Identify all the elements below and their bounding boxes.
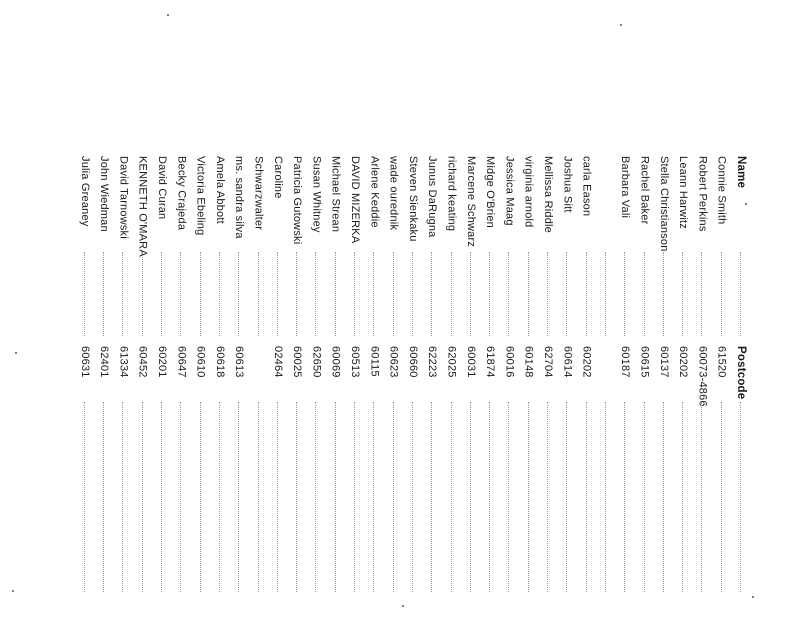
dotted-leader: [528, 252, 529, 336]
dotted-leader: [547, 402, 548, 592]
dotted-leader: [412, 252, 413, 336]
name-cell: David Curan: [156, 156, 168, 220]
dotted-leader: [663, 402, 664, 592]
name-cell: Joshua Sitt: [561, 156, 574, 213]
dotted-leader: [84, 252, 85, 336]
table-row: [116, 156, 130, 596]
dotted-leader: [644, 402, 645, 592]
postcode-cell: 60615: [638, 346, 651, 378]
dotted-leader: [238, 252, 239, 336]
table-row: [387, 156, 401, 596]
postcode-cell: 60202: [580, 346, 593, 378]
name-cell: Mellissa Riddle: [542, 156, 554, 233]
dotted-leader: [200, 402, 201, 592]
dotted-leader: [315, 402, 316, 592]
scan-speck: [167, 14, 169, 16]
dotted-leader: [354, 402, 355, 592]
dotted-leader: [258, 252, 259, 336]
dotted-leader: [624, 252, 625, 336]
dotted-leader: [624, 402, 625, 592]
scan-speck: [12, 590, 14, 592]
table-row: [560, 156, 574, 596]
table-row: [580, 156, 594, 596]
dotted-leader: [84, 402, 85, 592]
dotted-leader: [740, 402, 741, 592]
dotted-leader: [721, 252, 722, 336]
dotted-leader: [238, 402, 239, 592]
name-cell: Susan Whitney: [310, 156, 323, 233]
dotted-leader: [122, 252, 123, 336]
postcode-cell: 62223: [426, 346, 439, 378]
postcode-cell: 60016: [503, 346, 516, 378]
postcode-cell: 60647: [175, 346, 188, 378]
name-cell: Patricia Gutowski: [291, 156, 304, 245]
name-cell: virginia arnold: [522, 156, 535, 228]
dotted-leader: [489, 252, 490, 336]
name-cell: Midge O'Brien: [484, 156, 497, 228]
dotted-leader: [258, 402, 259, 592]
table-row: [309, 156, 323, 596]
table-row: [425, 156, 439, 596]
contact-table: [58, 156, 758, 596]
scan-speck: [402, 605, 404, 607]
dotted-leader: [451, 252, 452, 336]
name-cell: Steven Sienkaku: [406, 156, 419, 242]
postcode-cell: 02464: [271, 346, 284, 378]
postcode-cell: 62025: [445, 346, 458, 378]
dotted-leader: [721, 402, 722, 592]
name-cell: Stella Christianson: [657, 156, 670, 252]
postcode-cell: 60025: [291, 346, 304, 378]
scan-speck: [15, 352, 17, 354]
table-row: [271, 156, 285, 596]
table-row: [464, 156, 478, 596]
name-cell: David Tarnowski: [117, 156, 130, 239]
table-row: [155, 156, 169, 596]
dotted-leader: [470, 252, 471, 336]
name-cell: Victoria Ebeling: [194, 156, 207, 236]
table-row: [522, 156, 536, 596]
postcode-cell: 60623: [387, 346, 400, 378]
postcode-cell: 60187: [619, 346, 632, 378]
postcode-cell: 60148: [522, 346, 535, 378]
table-row: [290, 156, 304, 596]
name-cell: Junus DaRugna: [426, 156, 439, 238]
column-header-name: Name: [735, 156, 747, 189]
dotted-leader: [663, 252, 664, 336]
name-cell: Jessica Maag: [503, 156, 516, 226]
table-row: [174, 156, 188, 596]
postcode-cell: 61874: [484, 346, 497, 378]
dotted-leader: [586, 402, 587, 592]
dotted-leader: [470, 402, 471, 592]
dotted-leader: [161, 402, 162, 592]
table-row: [252, 156, 266, 596]
dotted-leader: [451, 402, 452, 592]
name-cell: Michael Strean: [329, 156, 342, 233]
postcode-cell: 60031: [464, 346, 477, 378]
dotted-leader: [200, 252, 201, 336]
dotted-leader: [373, 252, 374, 336]
table-row: [78, 156, 92, 596]
table-row: [541, 156, 555, 596]
postcode-cell: 60069: [329, 346, 342, 378]
table-row: [445, 156, 459, 596]
postcode-cell: 62704: [542, 346, 554, 378]
table-row: [97, 156, 111, 596]
postcode-cell: 60618: [213, 346, 226, 378]
dotted-leader: [393, 402, 394, 592]
name-cell: Arlene Keddie: [368, 156, 381, 228]
dotted-leader: [142, 402, 143, 592]
dotted-leader: [682, 402, 683, 592]
postcode-cell: 60613: [233, 346, 246, 378]
name-cell: carla Eason: [580, 156, 593, 217]
dotted-leader: [682, 252, 683, 336]
dotted-leader: [142, 252, 143, 336]
dotted-leader: [335, 252, 336, 336]
name-cell: ms. sandra silva: [233, 156, 246, 239]
name-cell: DAVID MIZERKA: [349, 156, 361, 244]
table-row: [676, 156, 690, 596]
table-row: [618, 156, 632, 596]
name-cell: Connie Smith: [715, 156, 728, 225]
name-cell: Marcene Schwarz: [464, 156, 477, 248]
dotted-leader: [219, 252, 220, 336]
dotted-leader: [431, 402, 432, 592]
column-header-postcode: Postcode: [735, 346, 747, 400]
name-cell: Barbara Vali: [619, 156, 632, 219]
postcode-cell: 60115: [368, 346, 381, 377]
name-cell: Rachel Baker: [638, 156, 651, 225]
scan-speck: [745, 203, 747, 205]
postcode-cell: 61334: [117, 346, 130, 378]
dotted-leader: [354, 252, 355, 336]
table-row: [232, 156, 246, 596]
table-row: [695, 156, 709, 596]
dotted-leader: [296, 252, 297, 336]
table-row: [213, 156, 227, 596]
dotted-leader: [489, 402, 490, 592]
table-row: [367, 156, 381, 596]
dotted-leader: [335, 402, 336, 592]
postcode-cell: 60513: [349, 346, 361, 378]
table-row: [329, 156, 343, 596]
postcode-cell: 60660: [406, 346, 419, 378]
dotted-leader: [431, 252, 432, 336]
name-cell: richard keating: [445, 156, 458, 232]
postcode-cell: 60631: [78, 346, 91, 378]
table-row: [599, 156, 613, 596]
postcode-cell: 60610: [194, 346, 207, 378]
table-row: [715, 156, 729, 596]
dotted-leader: [393, 252, 394, 336]
postcode-cell: 60201: [156, 346, 168, 378]
name-cell: Julia Greaney: [78, 156, 91, 227]
name-cell: Amela Abbott: [213, 156, 226, 224]
postcode-cell: 62401: [98, 346, 111, 378]
dotted-leader: [219, 402, 220, 592]
name-cell: KENNETH O'MARA: [136, 156, 149, 257]
scan-speck: [620, 24, 622, 26]
table-row: [406, 156, 420, 596]
dotted-leader: [701, 252, 702, 336]
dotted-leader: [701, 402, 702, 592]
postcode-cell: 60614: [561, 346, 574, 378]
dotted-leader: [528, 402, 529, 592]
dotted-leader: [296, 402, 297, 592]
name-cell: Becky Crajeda: [175, 156, 188, 231]
postcode-cell: 60137: [657, 346, 670, 378]
dotted-leader: [180, 252, 181, 336]
table-row: [657, 156, 671, 596]
table-row: [348, 156, 362, 596]
dotted-leader: [740, 252, 741, 336]
postcode-cell: 62650: [310, 346, 323, 378]
dotted-leader: [605, 402, 606, 592]
dotted-leader: [605, 252, 606, 336]
dotted-leader: [180, 402, 181, 592]
dotted-leader: [103, 252, 104, 336]
dotted-leader: [566, 252, 567, 336]
dotted-leader: [508, 252, 509, 336]
dotted-leader: [277, 402, 278, 592]
name-cell: Caroline: [271, 156, 284, 199]
dotted-leader: [412, 402, 413, 592]
postcode-cell: 60202: [677, 346, 690, 378]
table-row: [136, 156, 150, 596]
name-cell: John Wiedman: [98, 156, 111, 232]
table-row: [638, 156, 652, 596]
table-header-row: [734, 156, 748, 596]
dotted-leader: [373, 402, 374, 592]
dotted-leader: [586, 252, 587, 336]
dotted-leader: [122, 402, 123, 592]
scan-speck: [752, 596, 754, 598]
postcode-cell: 60452: [136, 346, 149, 378]
dotted-leader: [103, 402, 104, 592]
name-cell: Schwarzwalter: [252, 156, 265, 231]
dotted-leader: [547, 252, 548, 336]
dotted-leader: [644, 252, 645, 336]
postcode-cell: 60073-4866: [696, 346, 709, 407]
name-cell: Robert Perkins: [696, 156, 709, 232]
dotted-leader: [508, 402, 509, 592]
name-cell: wade ourednik: [387, 156, 400, 231]
table-row: [194, 156, 208, 596]
dotted-leader: [161, 252, 162, 336]
dotted-leader: [315, 252, 316, 336]
name-cell: Leann Harwitz: [677, 156, 690, 229]
dotted-leader: [566, 402, 567, 592]
dotted-leader: [277, 252, 278, 336]
postcode-cell: 61520: [715, 346, 728, 378]
table-row: [483, 156, 497, 596]
table-row: [502, 156, 516, 596]
